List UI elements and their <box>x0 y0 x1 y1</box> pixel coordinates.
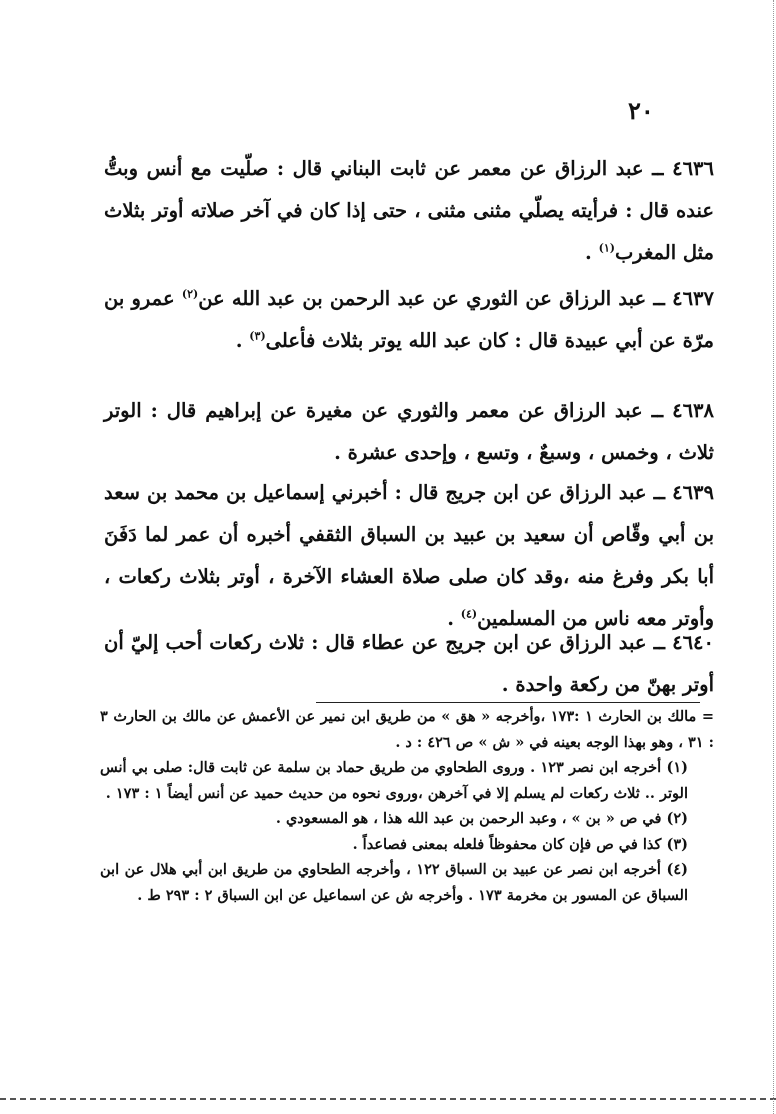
entry-end: . <box>585 241 599 264</box>
footnote-3: (٣) كذا في ص فإن كان محفوظاً فلعله بمعنى فصاعداً . <box>352 835 688 853</box>
page-number: ٢٠ <box>628 96 654 125</box>
entry-end: . <box>447 607 461 630</box>
footnote-continuation: = مالك بن الحارث ١ :١٧٣ ،وأخرجه « هق » من طريق ابن نمير عن الأعمش عن مالك بن الحارث ٣ : ٣١ ، وهو بهذا الوجه بعينه في « ش » ص ٤٢٦ : د . <box>100 708 715 751</box>
hadith-entry-4636 <box>104 148 714 274</box>
footnote-4: (٤) أخرجه ابن نصر عن عبيد بن السباق ١٢٢ ، وأخرجه الطحاوي من طريق ابن أبي هلال عن ابن السباق عن المسور بن مخرمة ١٧٣ . وأخرجه ش عن اسماعيل عن ابن السباق ٢ : ٢٩٣ ط . <box>100 861 689 904</box>
entry-text: ٤٦٣٨ ــ عبد الرزاق عن معمر والثوري عن مغيرة عن إبراهيم قال : الوتر ثلاث ، وخمس ، وسبعٌ ، وتسع ، وإحدى عشرة . <box>104 399 714 464</box>
scan-side-edge <box>773 0 774 1114</box>
entry-text: ٤٦٣٦ ــ عبد الرزاق عن معمر عن ثابت البناني قال : صلّيت مع أنس وبتُّ عنده قال : فرأيته يصلّي مثنى مثنى ، حتى إذا كان في آخر صلاته أوتر بثلاث مثل المغرب <box>104 157 714 264</box>
entry-text: ٤٦٣٧ ــ عبد الرزاق عن الثوري عن عبد الرحمن بن عبد الله عن <box>198 287 714 310</box>
hadith-entry-4638 <box>104 390 714 474</box>
footnote-divider <box>316 702 700 703</box>
entry-text: ٤٦٣٩ ــ عبد الرزاق عن ابن جريج قال : أخبرني إسماعيل بن محمد بن سعد بن أبي وقّاص أن سعيد بن عبيد بن السباق الثقفي أخبره أن عمر لما دَفَنَ أبا بكر وفرغ منه ،وقد كان صلى صلاة العشاء الآخرة ، أوتر بثلاث ركعات ، وأوتر معه ناس من المسلمين <box>104 481 714 630</box>
footnote-2: (٢) في ص « بن » ، وعبد الرحمن بن عبد الله هذا ، هو المسعودي . <box>275 810 688 827</box>
hadith-entry-4639 <box>104 472 714 640</box>
entry-text: ٤٦٤٠ ــ عبد الرزاق عن ابن جريج عن عطاء قال : ثلاث ركعات أحب إليّ أن أوتر بهنّ من ركعة واحدة . <box>104 631 714 696</box>
footnote-marker: (٤) <box>460 607 478 621</box>
hadith-entry-4637 <box>104 278 714 362</box>
scan-bottom-edge <box>0 1098 776 1100</box>
footnote-marker: (٢) <box>181 287 199 301</box>
entry-text-continued: عمرو بن مرّة عن أبي عبيدة قال : كان عبد الله يوتر بثلاث فأعلى <box>104 287 714 352</box>
footnote-1: (١) أخرجه ابن نصر ١٢٣ . وروى الطحاوي من طريق حماد بن سلمة عن ثابت قال: صلى بي أنس الوتر .. ثلاث ركعات لم يسلم إلا في آخرهن ،وروى نحوه من حديث حميد عن أنس أيضاً ١ : ١٧٣ . <box>100 759 688 802</box>
footnote-marker: (١) <box>598 241 615 255</box>
hadith-entry-4640 <box>104 622 714 706</box>
footnotes-section <box>100 704 714 908</box>
footnote-marker: (٣) <box>249 329 266 343</box>
entry-end: . <box>235 329 250 352</box>
